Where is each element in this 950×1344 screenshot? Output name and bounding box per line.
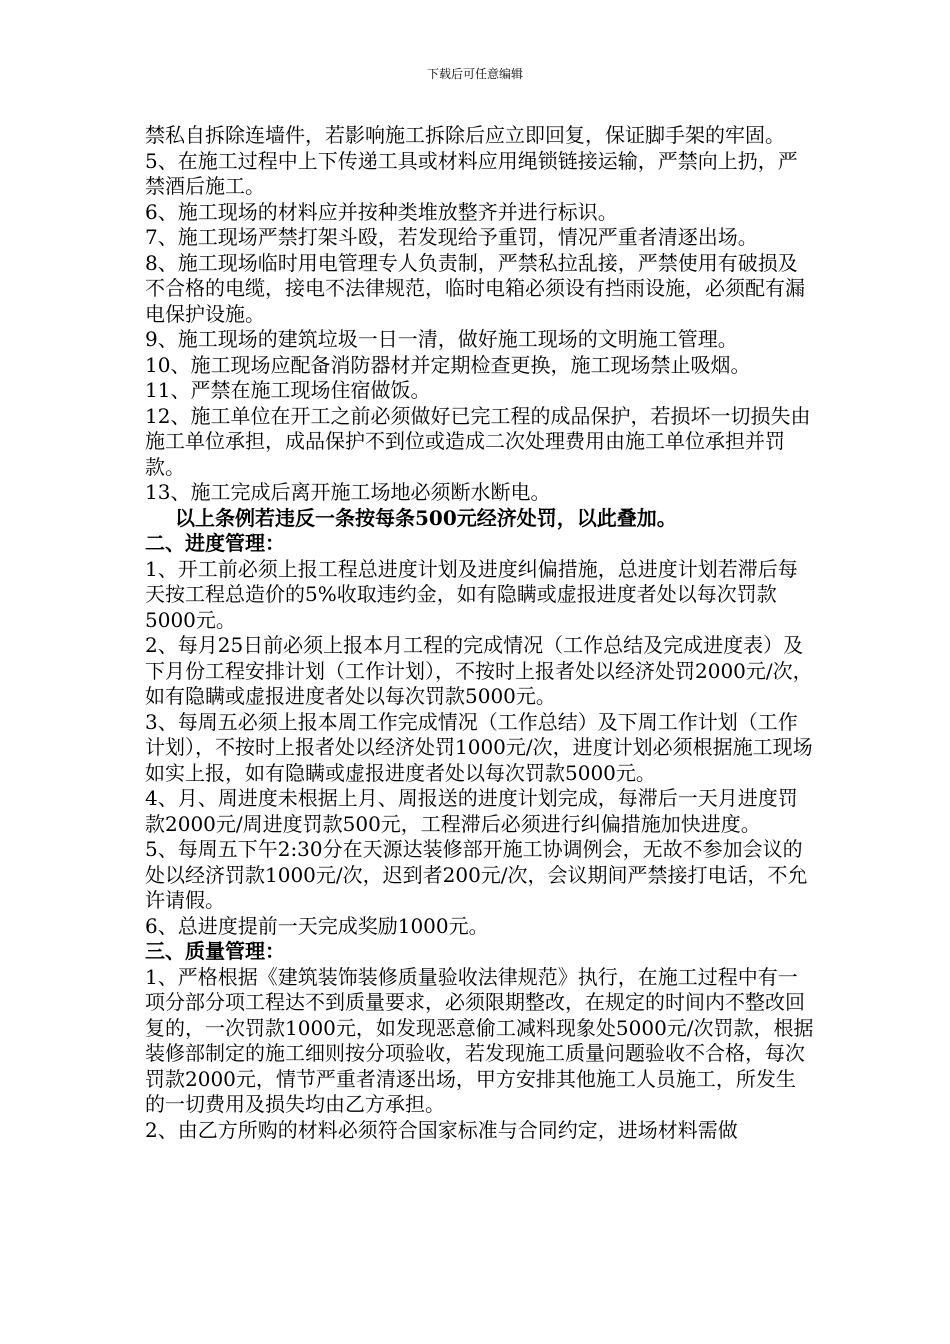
paragraph: 4、月、周进度未根据上月、周报送的进度计划完成，每滞后一天月进度罚款2000元/周进度罚款500元，工程滞后必须进行纠偏措施加快进度。: [145, 786, 798, 836]
paragraph: 12、施工单位在开工之前必须做好已完工程的成品保护，若损坏一切损失由施工单位承担，成品保护不到位或造成二次处理费用由施工单位承担并罚款。: [145, 403, 811, 479]
paragraph: 13、施工完成后离开施工场地必须断水断电。: [145, 480, 551, 504]
paragraph: 6、总进度提前一天完成奖励1000元。: [145, 913, 489, 938]
paragraph: 禁私自拆除连墙件，若影响施工拆除后应立即回复，保证脚手架的牢固。: [145, 123, 785, 147]
paragraph: 3、每周五必须上报本周工作完成情况（工作总结）及下周工作计划（工作计划），不按时上报者处以经济处罚1000元/次，进度计划必须根据施工现场如实上报，如有隐瞒或虚报进度者处以每次罚款5000元。: [145, 709, 813, 785]
paragraph: 11、严禁在施工现场住宿做饭。: [145, 378, 431, 402]
paragraph: 5、每周五下午2:30分在天源达装修部开施工协调例会，无故不参加会议的处以经济罚款1000元/次，迟到者200元/次，会议期间严禁接打电话，不允许请假。: [145, 837, 808, 912]
paragraph: 6、施工现场的材料应并按种类堆放整齐并进行标识。: [145, 199, 618, 224]
paragraph: 1、严格根据《建筑装饰装修质量验收法律规范》执行，在施工过程中有一项分部分项工程达不到质量要求，必须限期整改，在规定的时间内不整改回复的，一次罚款1000元，如发现恶意偷工减料现象处5000元/次罚款，根据装修部制定的施工细则按分项验收，若发现施工质量问题验收不合格，每次罚款2000元，情节严重者清逐出场，甲方安排其他施工人员施工，所发生的一切费用及损失均由乙方承担。: [145, 964, 814, 1116]
paragraph: 10、施工现场应配备消防器材并定期检查更换，施工现场禁止吸烟。: [145, 352, 751, 377]
section-heading-progress: 二、进度管理：: [145, 531, 285, 555]
page-header: 下载后可任意编辑: [426, 67, 523, 81]
document-body: [145, 123, 815, 1143]
section-heading-quality: 三、质量管理：: [145, 939, 285, 963]
paragraph: 1、开工前必须上报工程总进度计划及进度纠偏措施，总进度计划若滞后每天按工程总造价的5%收取违约金，如有隐瞒或虚报进度者处以每次罚款5000元。: [145, 556, 798, 632]
paragraph: 2、每月25日前必须上报本月工程的完成情况（工作总结及完成进度表）及下月份工程安排计划（工作计划），不按时上报者处以经济处罚2000元/次，如有隐瞒或虚报进度者处以每次罚款5000元。: [145, 633, 813, 708]
paragraph: 5、在施工过程中上下传递工具或材料应用绳锁链接运输，严禁向上扔，严禁酒后施工。: [145, 148, 798, 198]
penalty-note: 以上条例若违反一条按每条500元经济处罚，以此叠加。: [175, 505, 677, 530]
paragraph: 2、由乙方所购的材料必须符合国家标准与合同约定，进场材料需做: [145, 1117, 738, 1142]
paragraph: 8、施工现场临时用电管理专人负责制，严禁私拉乱接，严禁使用有破损及不合格的电缆，接电不法律规范，临时电箱必须设有挡雨设施，必须配有漏电保护设施。: [145, 250, 805, 326]
paragraph: 7、施工现场严禁打架斗殴，若发现给予重罚，情况严重者清逐出场。: [145, 225, 758, 249]
paragraph: 9、施工现场的建筑垃圾一日一清，做好施工现场的文明施工管理。: [145, 327, 738, 351]
